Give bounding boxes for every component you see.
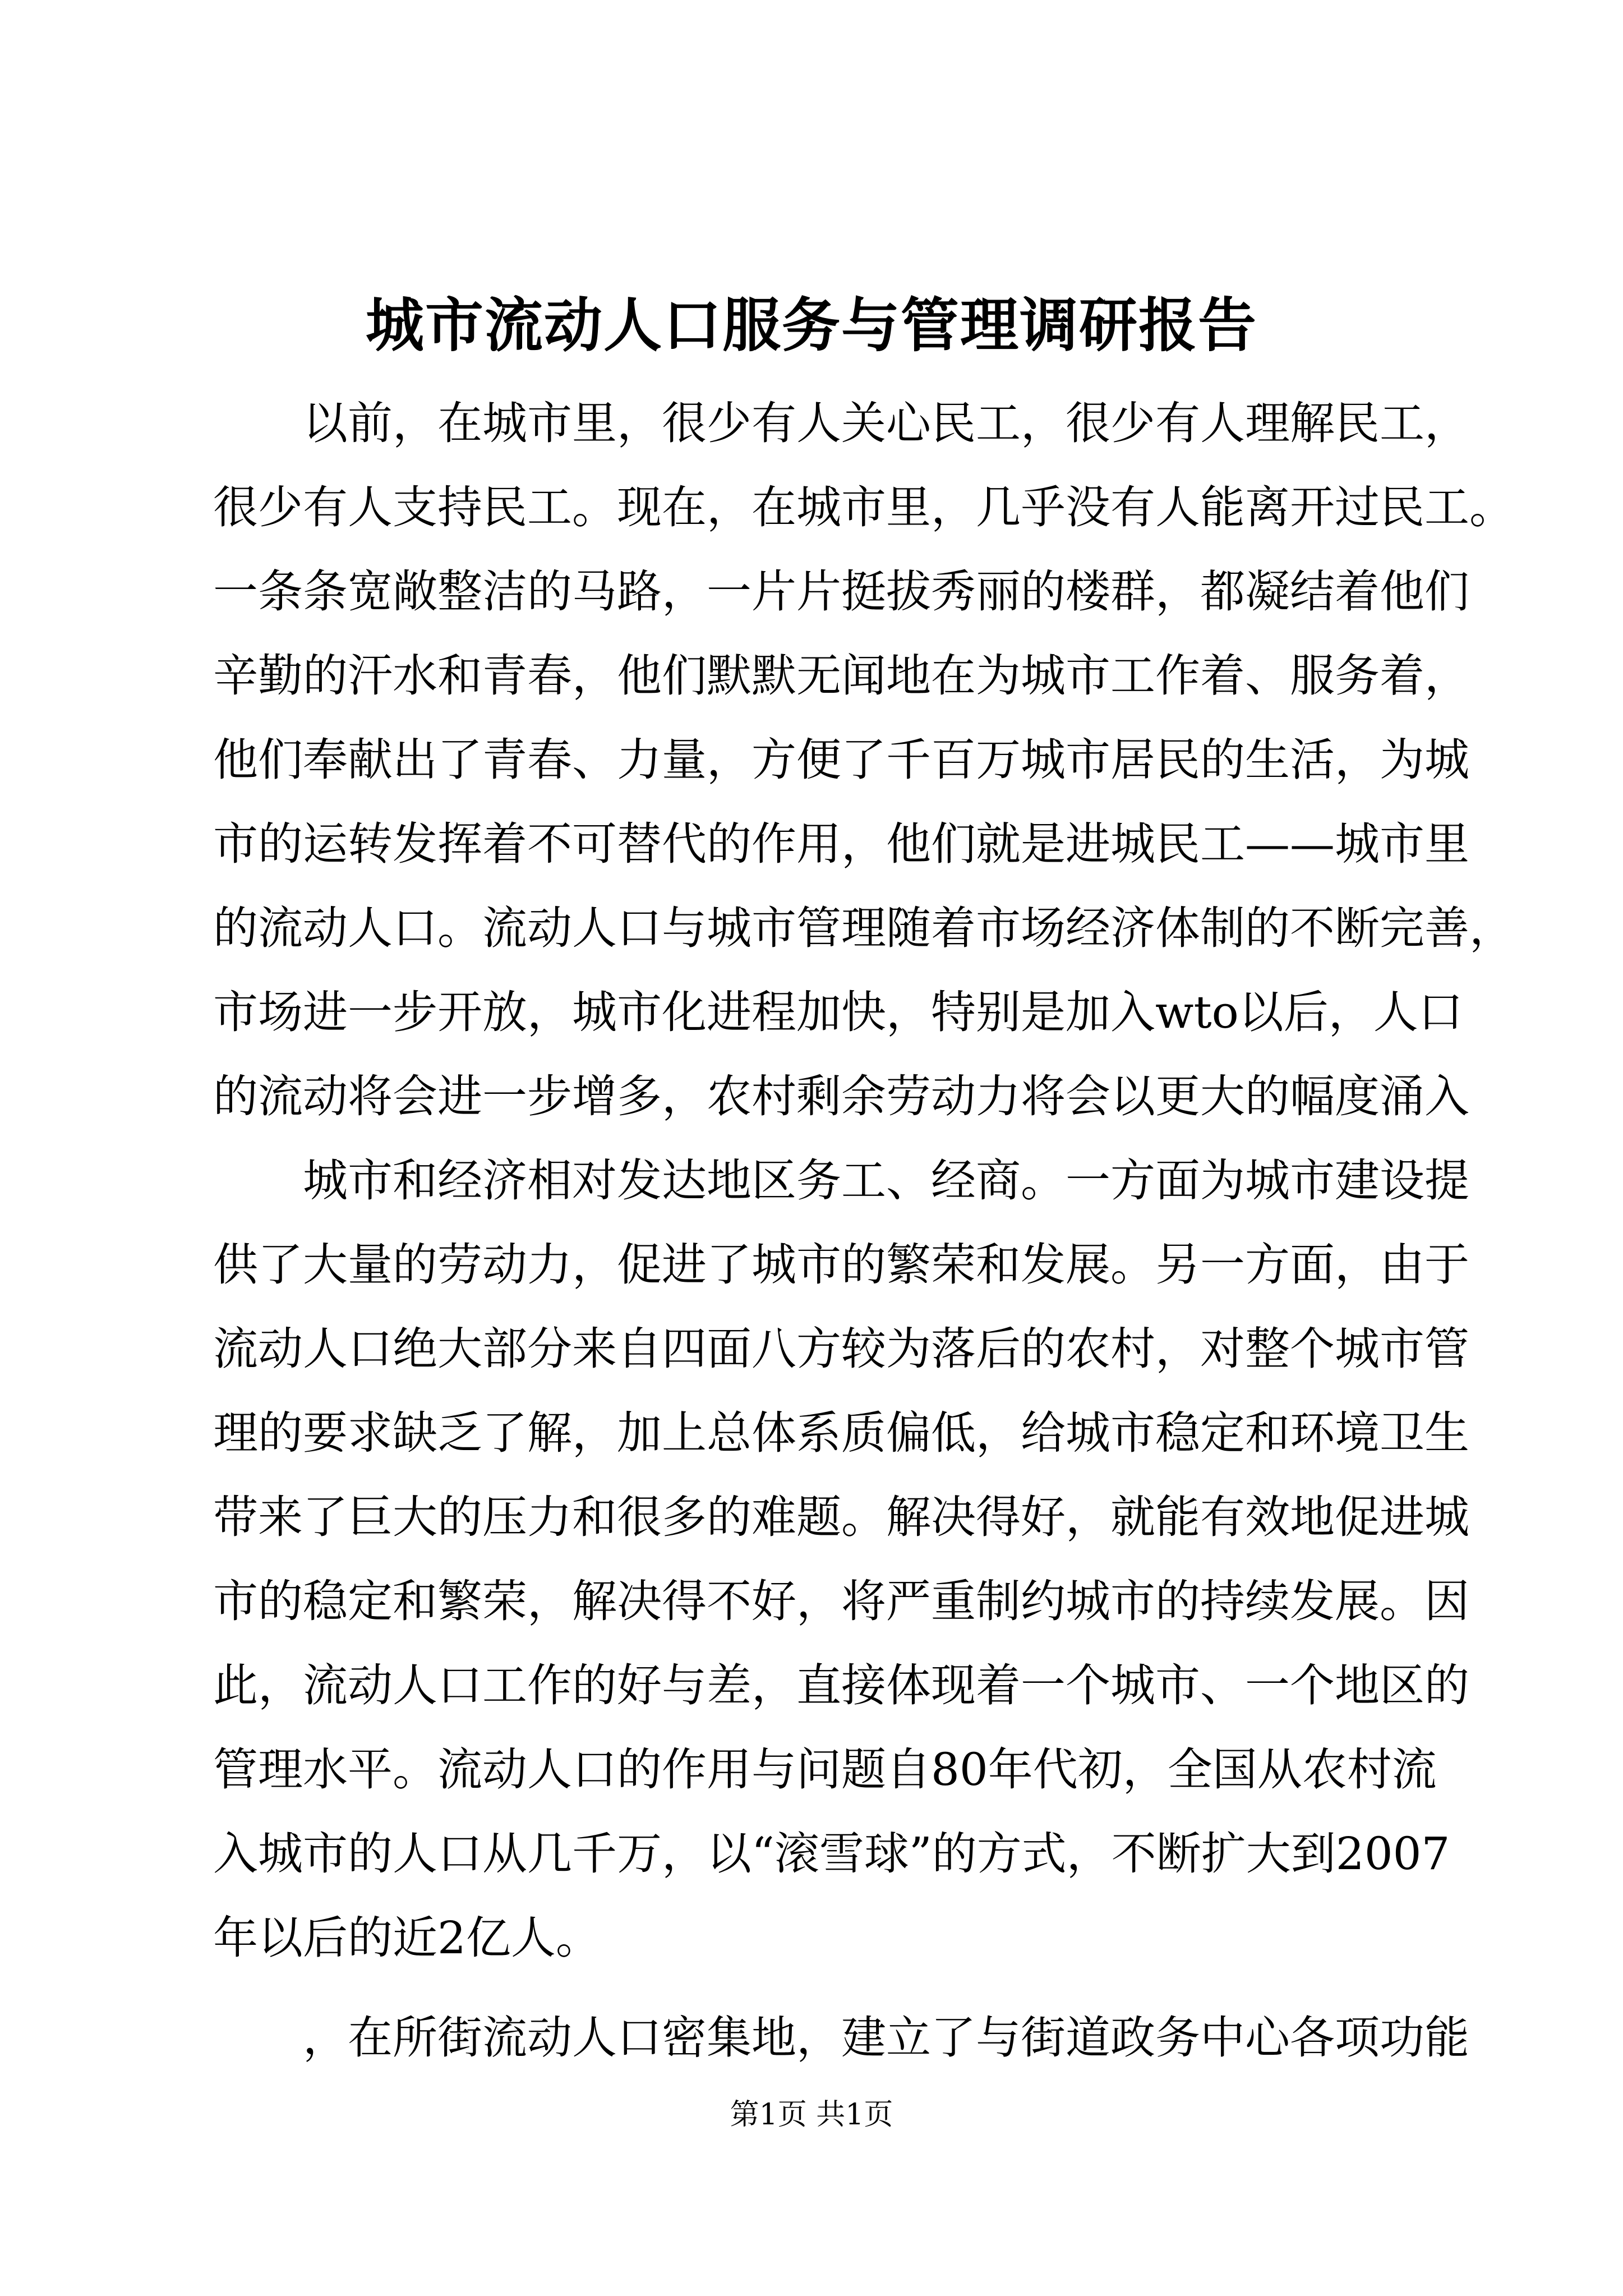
paragraph — [213, 1139, 1469, 1980]
text-line: 理的要求缺乏了解，加上总体系质偏低，给城市稳定和环境卫生 — [213, 1407, 1469, 1459]
text-line: ，在所街流动人口密集地，建立了与街道政务中心各项功能 — [303, 2012, 1469, 2064]
text-line: 入城市的人口从几千万，以“滚雪球”的方式，不断扩大到2007 — [213, 1828, 1450, 1880]
text-line: 市场进一步开放，城市化进程加快，特别是加入wto以后，人口 — [213, 986, 1463, 1038]
document-title: 城市流动人口服务与管理调研报告 — [365, 291, 1257, 360]
text-line: 的流动将会进一步增多，农村剩余劳动力将会以更大的幅度涌入 — [213, 1070, 1469, 1122]
text-line: 一条条宽敞整洁的马路，一片片挺拔秀丽的楼群，都凝结着他们 — [213, 565, 1469, 618]
paragraph — [213, 381, 1514, 1139]
text-line: 辛勤的汗水和青春，他们默默无闻地在为城市工作着、服务着， — [213, 650, 1469, 702]
text-line: 此，流动人口工作的好与差，直接体现着一个城市、一个地区的 — [213, 1659, 1469, 1711]
paragraph — [213, 1996, 1469, 2080]
text-line: 带来了巨大的压力和很多的难题。解决得好，就能有效地促进城 — [213, 1491, 1469, 1543]
text-line: 市的运转发挥着不可替代的作用，他们就是进城民工——城市里 — [213, 818, 1469, 870]
document-body — [213, 381, 1514, 2080]
text-line: 管理水平。流动人口的作用与问题自80年代初，全国从农村流 — [213, 1743, 1437, 1796]
text-line: 很少有人支持民工。现在，在城市里，几乎没有人能离开过民工。 — [213, 481, 1514, 533]
page-footer: 第1页 共1页 — [730, 2098, 893, 2132]
text-line: 城市和经济相对发达地区务工、经商。一方面为城市建设提 — [303, 1154, 1469, 1207]
text-line: 以前，在城市里，很少有人关心民工，很少有人理解民工， — [303, 397, 1469, 449]
paragraph-spacer — [213, 1980, 1419, 1996]
text-line: 市的稳定和繁荣，解决得不好，将严重制约城市的持续发展。因 — [213, 1575, 1469, 1627]
text-line: 年以后的近2亿人。 — [213, 1912, 601, 1964]
text-line: 流动人口绝大部分来自四面八方较为落后的农村，对整个城市管 — [213, 1323, 1469, 1375]
text-line: 他们奉献出了青春、力量，方便了千百万城市居民的生活，为城 — [213, 734, 1469, 786]
text-line: 供了大量的劳动力，促进了城市的繁荣和发展。另一方面，由于 — [213, 1239, 1469, 1291]
text-line: 的流动人口。流动人口与城市管理随着市场经济体制的不断完善， — [213, 902, 1514, 954]
